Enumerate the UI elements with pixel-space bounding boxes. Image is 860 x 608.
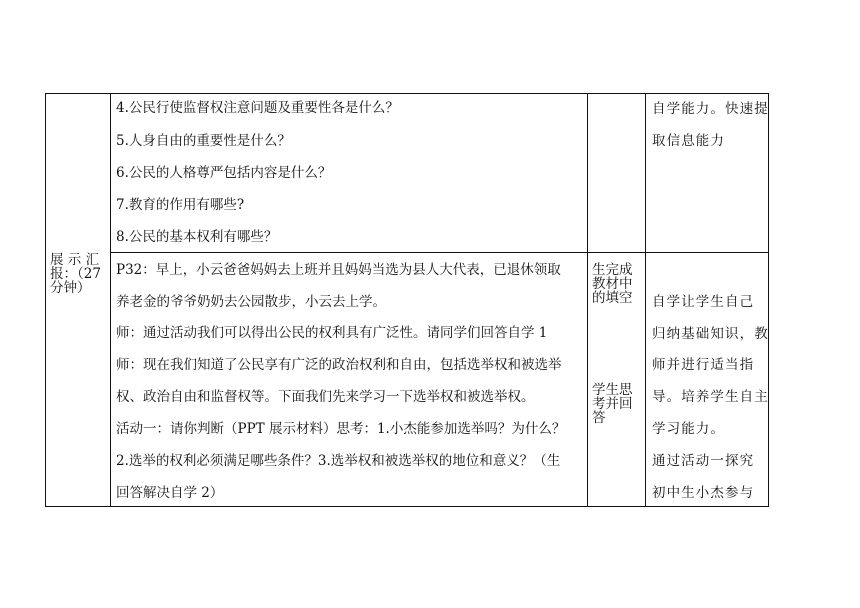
content-line-7: 2.选举的权利必须满足哪些条件？3.选举权和被选举权的地位和意义？（生 xyxy=(116,453,561,469)
notes-row1-line1: 自学能力。快速提 xyxy=(652,101,769,117)
notes-row2-line2: 归纳基础知识，教 xyxy=(652,326,769,342)
row-divider xyxy=(110,252,769,253)
student-activity-fill-blank: 生完成教材中的填空 xyxy=(592,262,633,306)
question-8: 8.公民的基本权利有哪些？ xyxy=(116,229,278,245)
question-4: 4.公民行使监督权注意问题及重要性各是什么？ xyxy=(116,100,399,116)
content-line-2: 养老金的爷爷奶奶去公园散步，小云去上学。 xyxy=(116,294,386,310)
table-top-border xyxy=(45,93,769,94)
notes-row2-line7: 初中生小杰参与 xyxy=(652,485,755,501)
stage-label: 展 示 汇报：（27分钟） xyxy=(50,252,101,296)
column-divider-1 xyxy=(110,93,111,507)
content-line-6: 活动一：请你判断（PPT 展示材料）思考：1.小杰能参加选举吗？为什么？ xyxy=(116,421,566,437)
column-divider-3 xyxy=(645,93,646,507)
column-divider-2 xyxy=(587,93,588,507)
notes-row2-line3: 师并进行适当指 xyxy=(652,357,755,373)
notes-row1-line2: 取信息能力 xyxy=(652,133,725,149)
content-line-5: 权、政治自由和监督权等。下面我们先来学习一下选举权和被选举权。 xyxy=(116,389,535,405)
content-line-1: P32：早上，小云爸爸妈妈去上班并且妈妈当选为县人大代表，已退休领取 xyxy=(116,262,561,278)
content-line-3: 师：通过活动我们可以得出公民的权利具有广泛性。请同学们回答自学 1 xyxy=(116,325,548,341)
student-activity-think-answer: 学生思考并回答 xyxy=(592,382,633,426)
notes-row2-line6: 通过活动一探究 xyxy=(652,453,755,469)
notes-row2-line1: 自学让学生自己 xyxy=(652,294,755,310)
question-6: 6.公民的人格尊严包括内容是什么？ xyxy=(116,165,332,181)
question-7: 7.教育的作用有哪些? xyxy=(116,197,245,213)
table-left-border xyxy=(45,93,46,507)
question-5: 5.人身自由的重要性是什么？ xyxy=(116,133,291,149)
content-line-8: 回答解决自学 2） xyxy=(116,485,224,501)
notes-row2-line5: 学习能力。 xyxy=(652,421,725,437)
notes-row2-line4: 导。培养学生自主 xyxy=(652,389,769,405)
content-line-4: 师：现在我们知道了公民享有广泛的政治权利和自由，包括选举权和被选举 xyxy=(116,357,562,373)
table-bottom-border xyxy=(45,506,769,507)
table-right-border xyxy=(768,93,769,507)
